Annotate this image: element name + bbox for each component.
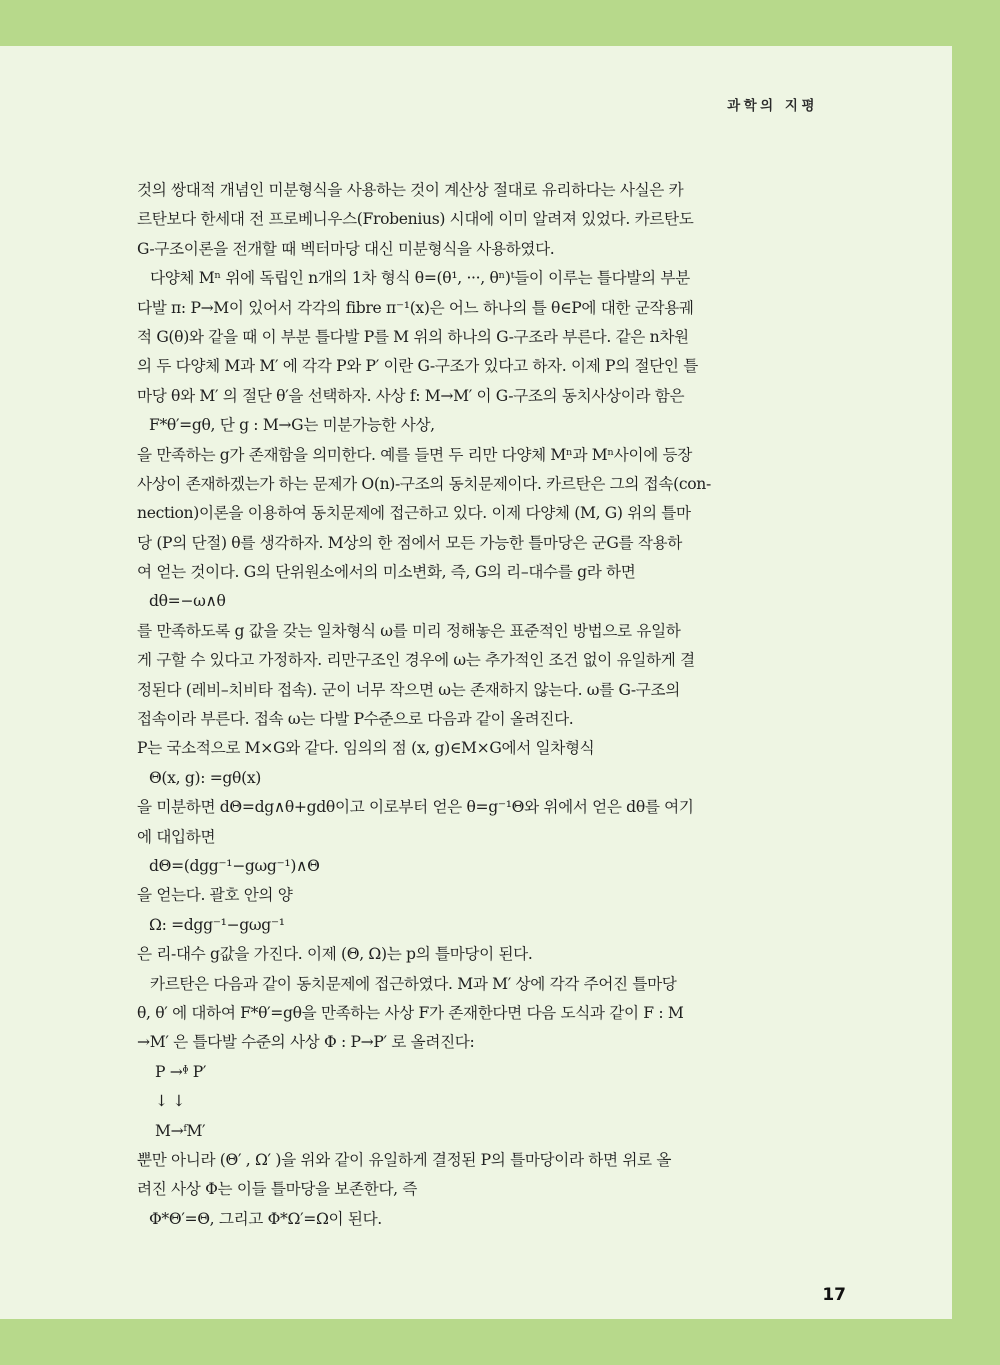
text-line: 여 얻는 것이다. G의 단위원소에서의 미소변화, 즉, G의 리–대수를 g라 하면 — [137, 563, 636, 582]
text-line: 카르탄은 다음과 같이 동치문제에 접근하였다. M과 M′ 상에 각각 주어진 틀마당 — [150, 974, 677, 993]
text-line: 사상이 존재하겠는가 하는 문제가 O(n)-구조의 동치문제이다. 카르탄은 그의 접속(con- — [137, 474, 711, 493]
formula-line: dΘ=(dgg⁻¹−gωg⁻¹)∧Θ — [149, 856, 320, 875]
text-line: 마당 θ와 M′ 의 절단 θ′을 선택하자. 사상 f: M→M′ 이 G-구조의 동치사상이라 함은 — [137, 386, 685, 405]
text-line: P는 국소적으로 M×G와 같다. 임의의 점 (x, g)∈M×G에서 일차형식 — [137, 739, 595, 758]
text-line: 을 미분하면 dΘ=dg∧θ+gdθ이고 이로부터 얻은 θ=g⁻¹Θ와 위에서 얻은 dθ를 여기 — [137, 798, 694, 817]
diagram-line: P →ᶲ P′ — [155, 1062, 207, 1081]
text-line: θ, θ′ 에 대하여 F*θ′=gθ을 만족하는 사상 F가 존재한다면 다음 도식과 같이 F : M — [137, 1003, 684, 1022]
text-line: 를 만족하도록 g 값을 갖는 일차형식 ω를 미리 정해놓은 표준적인 방법으로 유일하 — [137, 621, 681, 640]
text-line: 것의 쌍대적 개념인 미분형식을 사용하는 것이 계산상 절대로 유리하다는 사실은 카 — [137, 181, 684, 199]
text-line: 뿐만 아니라 (Θ′ , Ω′ )을 위와 같이 유일하게 결정된 P의 틀마당이라 하면 위로 올 — [137, 1150, 672, 1169]
text-line: →M′ 은 틀다발 수준의 사상 Φ : P→P′ 로 올려진다: — [137, 1033, 475, 1052]
text-line: 을 얻는다. 괄호 안의 양 — [137, 886, 293, 905]
page-sheet — [0, 46, 952, 1319]
text-line: 게 구할 수 있다고 가정하자. 리만구조인 경우에 ω는 추가적인 조건 없이 유일하게 결 — [137, 651, 695, 670]
text-line: 려진 사상 Φ는 이들 틀마당을 보존한다, 즉 — [137, 1180, 418, 1199]
body-text — [137, 176, 717, 1234]
diagram-line: M→ᶠM′ — [155, 1121, 206, 1140]
formula-line: dθ=−ω∧θ — [149, 592, 226, 611]
text-line: G-구조이론을 전개할 때 벡터마당 대신 미분형식을 사용하였다. — [137, 239, 555, 258]
diagram-line: ↓ ↓ — [155, 1092, 186, 1111]
text-line: 정된다 (레비–치비타 접속). 군이 너무 작으면 ω는 존재하지 않는다. ω를 G-구조의 — [137, 680, 680, 699]
text-line: 르탄보다 한세대 전 프로베니우스(Frobenius) 시대에 이미 알려져 있었다. 카르탄도 — [137, 210, 694, 229]
text-line: 의 두 다양체 M과 M′ 에 각각 P와 P′ 이란 G-구조가 있다고 하자. 이제 P의 절단인 틀 — [137, 357, 698, 376]
text-line: 을 만족하는 g가 존재함을 의미한다. 예를 들면 두 리만 다양체 Mⁿ과 Mⁿ사이에 등장 — [137, 445, 692, 464]
text-line: 다양체 Mⁿ 위에 독립인 n개의 1차 형식 θ=(θ¹, ···, θⁿ)ᵗ들이 이루는 틀다발의 부분 — [150, 269, 690, 288]
text-line: 다발 π: P→M이 있어서 각각의 fibre π⁻¹(x)은 어느 하나의 틀 θ∈P에 대한 군작용궤 — [137, 298, 694, 317]
page-number: 17 — [822, 1285, 846, 1305]
text-line: 은 리-대수 g값을 가진다. 이제 (Θ, Ω)는 p의 틀마당이 된다. — [137, 945, 533, 964]
text-line: 당 (P의 단절) θ를 생각하자. M상의 한 점에서 모든 가능한 틀마당은 군G를 작용하 — [137, 533, 682, 552]
text-line: 적 G(θ)와 같을 때 이 부분 틀다발 P를 M 위의 하나의 G-구조라 부른다. 같은 n차원 — [137, 327, 689, 346]
formula-line: Θ(x, g): =gθ(x) — [149, 768, 262, 787]
text-line: nection)이론을 이용하여 동치문제에 접근하고 있다. 이제 다양체 (M, G) 위의 틀마 — [137, 504, 691, 523]
running-header: 과학의 지평 — [727, 98, 818, 114]
formula-line: F*θ′=gθ, 단 g : M→G는 미분가능한 사상, — [149, 416, 435, 435]
formula-line: Φ*Θ′=Θ, 그리고 Φ*Ω′=Ω이 된다. — [149, 1209, 382, 1228]
text-line: 접속이라 부른다. 접속 ω는 다발 P수준으로 다음과 같이 올려진다. — [137, 710, 574, 729]
formula-line: Ω: =dgg⁻¹−gωg⁻¹ — [149, 915, 285, 934]
text-line: 에 대입하면 — [137, 827, 216, 846]
